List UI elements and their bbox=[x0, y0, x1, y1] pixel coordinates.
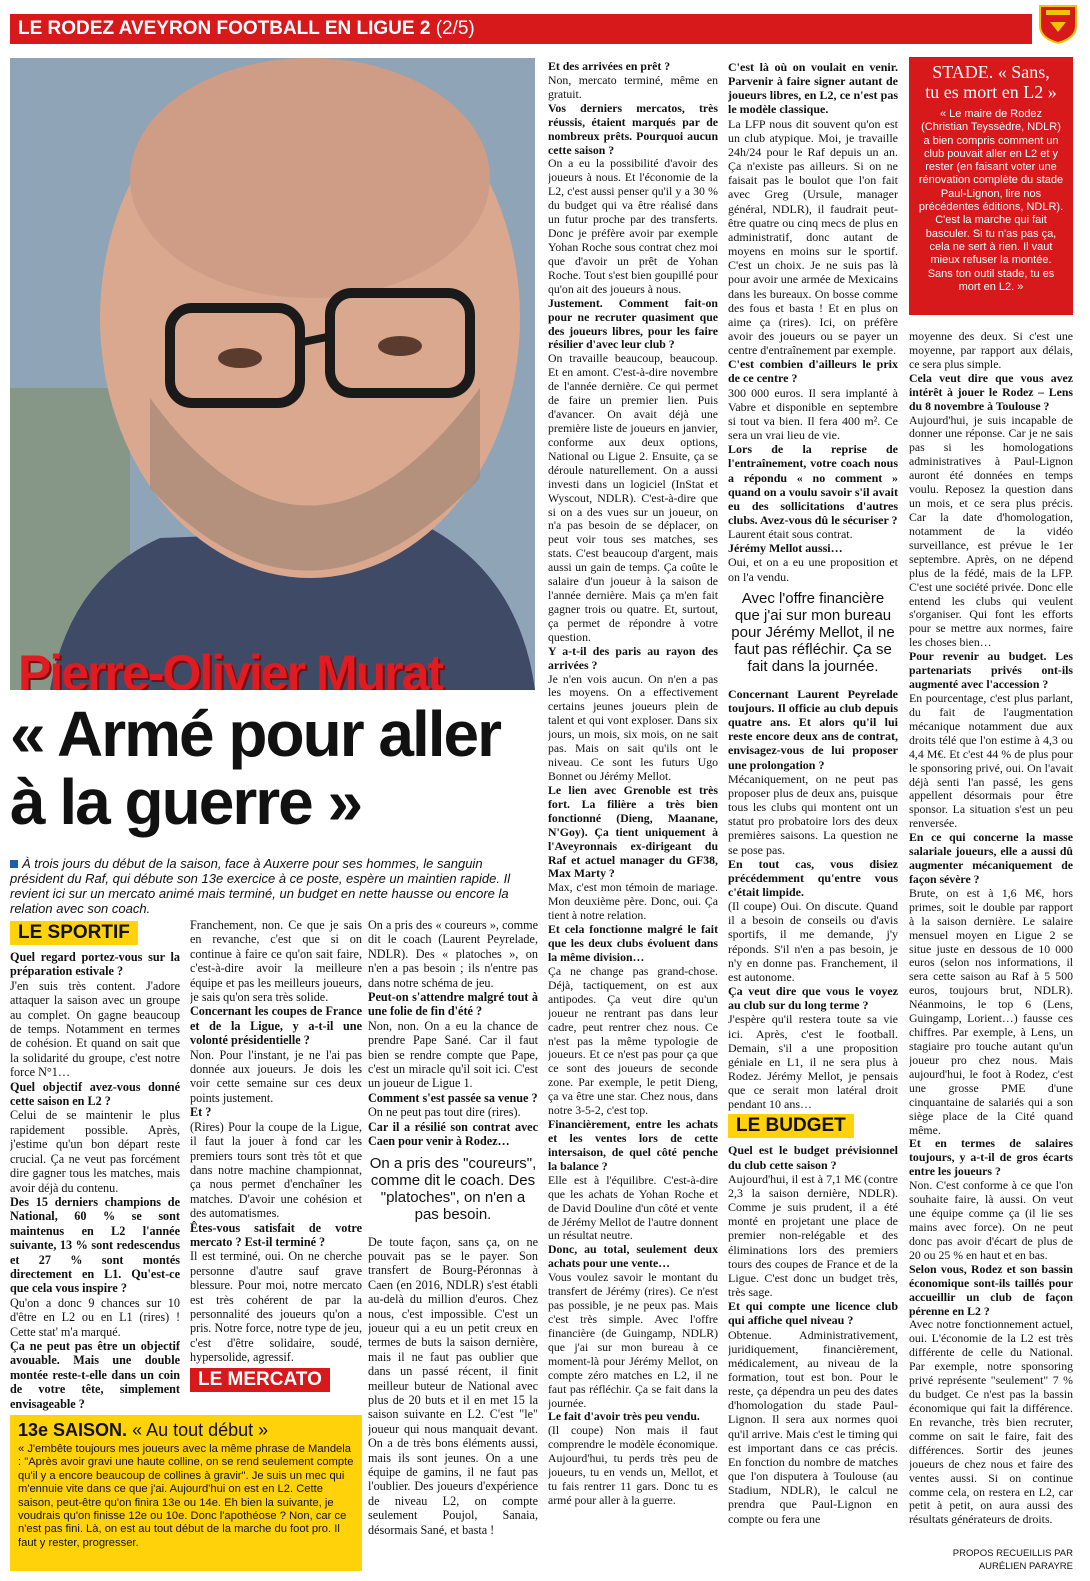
bullet-square-icon bbox=[10, 860, 18, 868]
question: Cela veut dire que vous avez intérêt à jouer le Rodez – Lens du 8 novembre à Toulouse ? bbox=[909, 370, 1073, 413]
question: Financièrement, entre les achats et les ventes lors de cette intersaison, de quel côté penche la balance ? bbox=[548, 1117, 718, 1173]
interview-block bbox=[190, 918, 362, 1365]
question: Le fait d'avoir très peu vendu. bbox=[548, 1409, 700, 1424]
question: Y a-t-il des paris au rayon des arrivées ? bbox=[548, 643, 718, 672]
pull-quote-coureurs: On a pris des "coureurs", comme dit le coach. Des "platoches", on n'en a pas besoin. bbox=[369, 1154, 537, 1223]
interview-block bbox=[10, 950, 180, 1411]
answer: Je n'en vois aucun. On n'en a pas les moyens. On a effectivement certains jeunes joueurs plein de talent et qui vont exploser. Dans six jours, un mois, six mois, on ne sait pas. Mais on sait qu'ils ont le niveau. Ce sont les futurs Ugo Bonnet ou Jérémy Mellot. bbox=[548, 671, 718, 784]
answer: Oui, et on a eu une proposition et on l'a vendu. bbox=[728, 555, 898, 584]
question: Concernant Laurent Peyrelade toujours. Il officie au club depuis quatre ans. Et alors qu'il lui reste encore deux ans de contrat, envisagez-vous de lui proposer une prolongation ? bbox=[728, 686, 898, 772]
banner-part: (2/5) bbox=[435, 18, 475, 39]
answer: Il est terminé, oui. On ne cherche personne d'autre sauf grave blessure. Pour moi, notre mercato est très cohérent de par la personnalité des joueurs qu'on a pris. Notre force, notre type de jeu, c'est d'être solidaire, soudé, hypersolide, agressif. bbox=[190, 1249, 362, 1365]
question: Vos derniers mercatos, très réussis, étaient marqués par de nombreux prêts. Pourquoi aucun cette saison ? bbox=[548, 100, 718, 157]
column-6 bbox=[909, 330, 1073, 1544]
answer: Elle est à l'équilibre. C'est-à-dire que les achats de Yohan Roche et de David Douline d'un côté et vente de Jérémy Mellot de l'autre donnent un résultat neutre. bbox=[548, 1172, 718, 1243]
headline: « Armé pour aller à la guerre » bbox=[10, 698, 501, 838]
question: Selon vous, Rodez et son bassin économique sont-ils taillés pour accueillir un club de façon pérenne en L2 ? bbox=[909, 1261, 1073, 1318]
saison-title bbox=[18, 1419, 354, 1441]
answer: Laurent était sous contrat. bbox=[728, 527, 853, 542]
answer: Celui de se maintenir le plus rapidement possible. Après, j'estime qu'un bon départ reste crucial. Ça ne veut pas forcément dire gagner tous les matches, mais avoir déjà du contenu. bbox=[10, 1108, 180, 1195]
lede-text: À trois jours du début de la saison, face à Auxerre pour ses hommes, le sanguin président du Raf, qui débute son 13e exercice à ce poste, espère un maintien rapide. Il revient ici sur un mercato animé mais terminé, un budget en nette hausse ou encore la relation avec son coach. bbox=[10, 856, 511, 916]
question: Jérémy Mellot aussi… bbox=[728, 541, 843, 556]
answer: Aujourd'hui, il est à 7,1 M€ (contre 2,3 la saison dernière, NDLR). Comme je suis prudent, il a été monté en projetant une place de premier non-relégable et des éliminations lors des premiers tours des coupes de France et de la Ligue. C'est donc un budget très, très sage. bbox=[728, 1171, 898, 1300]
interview-block bbox=[368, 1235, 538, 1538]
answer: On ne peut pas tout dire (rires). bbox=[368, 1105, 521, 1120]
portrait-illustration bbox=[10, 58, 535, 690]
question: Quel est le budget prévisionnel du club cette saison ? bbox=[728, 1143, 898, 1172]
saison-title-rest: « Au tout début » bbox=[132, 1420, 269, 1440]
answer: Ça ne change pas grand-chose. Déjà, tactiquement, on est aux antipodes. Ça veut dire qu'un joueur ne rentrant pas dans leur cadre, peut rentrer chez nous. Ce n'est pas la même typologie de joueurs. Et ce n'est pas pour ça que ce sont des joueurs de seconde zone. Par exemple, le petit Dieng, ça va être une star. Chez nous, dans notre 3-5-2, c'est top. bbox=[548, 963, 718, 1118]
credit-line1: PROPOS RECUEILLIS PAR bbox=[952, 1548, 1073, 1559]
question: Lors de la reprise de l'entraînement, votre coach nous a répondu « no comment » quand on a voulu savoir s'il avait eu des sollicitations d'autres clubs. Avez-vous dû le sécuriser ? bbox=[728, 442, 898, 527]
question: Et en termes de salaires toujours, y a-t-il de gros écarts entre les joueurs ? bbox=[909, 1136, 1073, 1179]
section-banner bbox=[10, 14, 1032, 44]
answer: En pourcentage, c'est plus parlant, du fait de l'augmentation mécanique notamment due aux droits télé que l'on estime à 4,3 ou 4,4 M€. Et c'est 44 % de plus pour le sponsoring privé, oui. On l'avait déjà senti l'an passé, les gens appellent désormais pour être sponsor. La situation s'est un peu renversée. bbox=[909, 690, 1073, 831]
saison-title-bold: 13e SAISON. bbox=[18, 1420, 128, 1440]
question: Et ? bbox=[190, 1105, 212, 1120]
question: Pour revenir au budget. Les partenariats privés ont-ils augmenté avec l'accession ? bbox=[909, 649, 1073, 692]
question: Donc, au total, seulement deux achats pour une vente… bbox=[548, 1242, 718, 1271]
stade-box bbox=[909, 57, 1073, 315]
answer: On a eu la possibilité d'avoir des joueurs à nous. Et l'économie de la L2, c'est aussi penser qu'il y a 30 % du budget qui va être réalisé dans un futur proche par des transferts. Donc je préfère avoir par exemple Yohan Roche sous contrat chez moi que d'avoir un prêt de Yohan Roche. Tout s'est bien goupillé pour qu'on ait des joueurs à nous. bbox=[548, 156, 718, 296]
question: Concernant les coupes de France et de la Ligue, y a-t-il une volonté présidentielle ? bbox=[190, 1004, 362, 1048]
person-name: Pierre-Olivier Murat bbox=[18, 645, 443, 690]
portrait-photo bbox=[10, 58, 535, 690]
question: Et qui compte une licence club qui affiche quel niveau ? bbox=[728, 1299, 898, 1328]
answer: Mécaniquement, on ne peut pas proposer plus de deux ans, puisque tous les clubs qui montent ont un statut pro probatoire lors des deux premières saisons. La question ne se pose pas. bbox=[728, 771, 898, 857]
answer: Obtenue. Administrativement, juridiquement, financièrement, médicalement, au niveau de la formation, tout est bon. Pour le reste, ça dépendra un peu des dates d'homologation du stade Paul-Lignon. Il sera aux normes quoi qu'il arrive. Mais c'est le timing qui est important dans ce cas précis. En fonction du nombre de matches que l'on disputera à Toulouse (au Stadium, NDLR), le calcul ne prendra que Paul-Lignon en compte ou fera une bbox=[728, 1327, 898, 1526]
banner-title: LE RODEZ AVEYRON FOOTBALL EN LIGUE 2 bbox=[18, 18, 431, 39]
question: Ça ne peut pas être un objectif avouable. Mais une double montée reste-t-elle dans un coin de votre tête, simplement envisageable ? bbox=[10, 1338, 180, 1411]
lede bbox=[10, 856, 528, 916]
section-sportif-title: LE SPORTIF bbox=[10, 921, 138, 945]
column-5 bbox=[728, 60, 898, 1571]
answer: 300 000 euros. Il sera implanté à Vabre et disponible en septembre si tout va bien. Il fera 400 m². Ce sera un vrai lieu de vie. bbox=[728, 385, 898, 443]
column-2 bbox=[190, 918, 362, 1412]
interview-block bbox=[368, 918, 538, 1149]
answer: Max, c'est mon témoin de mariage. Mon deuxième père. Donc, oui. Ça tient à notre relation. bbox=[548, 880, 718, 923]
answer: Franchement, non. Ce que je sais en revanche, c'est que si on continue à faire ce qu'on sait faire, c'est-à-dire avoir la meilleure équipe et pas les meilleurs joueurs, je sais qu'on sera très solide. bbox=[190, 918, 362, 1005]
question: Justement. Comment fait-on pour ne recruter quasiment que des joueurs libres, pour les faire résilier d'avec leur club ? bbox=[548, 295, 718, 352]
interview-block bbox=[548, 60, 718, 1508]
stade-body: « Le maire de Rodez (Christian Teyssèdre, NDLR) a bien compris comment un club pouvait aller en L2 et y rester (en faisant voter une rénovation complète du stade Paul-Lignon, lire nos précédentes éditions, NDLR). C'est la marche qui fait basculer. Si tu n'as pas ça, cela ne sert à rien. Il vaut mieux refuser la montée. Sans ton outil stade, tu es mort en L2. » bbox=[918, 108, 1064, 293]
answer: De toute façon, sans ça, on ne pouvait pas se le payer. Son transfert de Bourg-Péronnas à Caen (en 2016, NDLR) s'est établi au-delà du million d'euros. Chez nous, c'est impossible. C'est un joueur qui a eu un petit creux en termes de buts la saison dernière, mais il ne faut pas oublier que dans un passé récent, il finit meilleur buteur de National avec plus de 20 buts et il en met 15 la saison suivante en L2. C'est "le" joueur qui nous manquait devant. On a de très bons éléments aussi, mais ils sont jeunes. On a une équipe de gamins, il ne faut pas l'oublier. Des joueurs d'expérience de niveau L2, on compte seulement Poujol, Sanaia, désormais Sané, et basta ! bbox=[368, 1234, 538, 1537]
club-crest-icon bbox=[1036, 2, 1080, 44]
interview-block bbox=[909, 330, 1073, 1527]
question: Peut-on s'attendre malgré tout à une folie de fin d'été ? bbox=[368, 990, 538, 1019]
stade-title bbox=[917, 62, 1065, 102]
answer: On a pris des « coureurs », comme dit le coach (Laurent Peyrelade, NDLR). Des « platoches », on n'en a pas besoin ; ils n'entre pas dans notre schéma de jeu. bbox=[368, 918, 538, 990]
answer: (Il coupe) Oui. On discute. Quand il a besoin de conseils ou d'avis sportifs, il me demande, j'y réponds. S'il n'en a pas besoin, je n'y en donne pas. Franchement, il est autonome. bbox=[728, 899, 898, 984]
answer: Brute, on est à 1,6 M€, hors primes, soit le double par rapport à la saison dernière. Le salaire mensuel moyen en Ligue 2 se situe juste en dessous de 10 000 euros (selon nos informations, il sera cette saison au Raf à 5 500 euros, toujours brut, NDLR). Néanmoins, le top 6 (Lens, Guingamp, Lorient…) fausse ces chiffres. Par exemple, à Lens, un stagiaire pro touche autant qu'un joueur pro chez nous. Mais aujourd'hui, le foot à Rodez, c'est une grosse PME d'une cinquantaine de salariés qui a son siège place de la Cité quand même. bbox=[909, 885, 1073, 1137]
question: Quel regard portez-vous sur la préparation estivale ? bbox=[10, 950, 180, 979]
answer: La LFP nous dit souvent qu'on est un club atypique. Moi, je travaille 24h/24 pour le Raf depuis un an. Ça n'existe pas ailleurs. Si on ne faisait pas le boulot que l'on fait avec Greg (Ursule, manager général, NDLR), il faudrait peut-être quatre ou cinq mecs de plus en administratif, donc autant de moyens en moins sur le sportif. C'est un choix. Je ne suis pas là pour avoir une armée de Mexicains dans les bureaux. On bosse comme des fous et basta ! Et en plus on aime ça (rires). Ici, on préfère avoir des joueurs ou se payer un centre d'entraînement par exemple. bbox=[728, 116, 898, 358]
answer: J'espère qu'il restera toute sa vie ici. Après, c'est le football. Demain, s'il a une proposition géniale en L1, il ne sera plus à Rodez. Jérémy Mellot, je pensais que ce serait mon latéral droit pendant 10 ans… bbox=[728, 1012, 898, 1112]
question: Des 15 derniers champions de National, 60 % se sont maintenus en L2 l'année suivante, 13 % sont redescendus et 27 % sont montés directement en L1. Qu'est-ce que cela vous inspire ? bbox=[10, 1194, 180, 1296]
section-mercato-title: LE MERCATO bbox=[190, 1368, 330, 1392]
column-3 bbox=[368, 918, 538, 1571]
section-budget-title: LE BUDGET bbox=[728, 1114, 854, 1138]
interview-block bbox=[728, 1143, 898, 1525]
answer: Avec notre fonctionnement actuel, oui. L'économie de la L2 est très différente de celle du National. Par exemple, notre sponsoring privé représente "seulement" 7 % du budget. Ce n'est pas la bassin économique qui fait la différence. En revanche, très bien recruter, comme on sait le faire, fait des différences. Sortir des jeunes joueurs de chez nous et faire des ventes aussi. Si on continue comme cela, on restera en L2, car petit à petit, on aura aussi des résultats générateurs de droits. bbox=[909, 1317, 1073, 1527]
credit-author: AURÉLIEN PARAYRE bbox=[978, 1561, 1073, 1572]
question: Et des arrivées en prêt ? bbox=[548, 60, 671, 73]
question: C'est combien d'ailleurs le prix de ce centre ? bbox=[728, 357, 898, 386]
interview-block bbox=[728, 60, 898, 584]
answer: Aujourd'hui, je suis incapable de donner une réponse. Car je ne sais pas si les homologations administratives à Paul-Lignon auront été données en temps voulu. Reposez la question dans un mois, et ce sera plus précis. Car la date d'homologation, notamment de la vidéo surveillance, est prévue le 1er septembre. Après, on ne dépend plus de la fédé, mais de la LFP. C'est une société privée. Donc elle entend les clubs qui veulent s'organiser. Qui font les efforts pour se mettre aux normes, faire les choses bien… bbox=[909, 412, 1073, 650]
stade-title-line1: STADE. « Sans, bbox=[932, 62, 1050, 82]
question: Car il a résilié son contrat avec Caen pour venir à Rodez… bbox=[368, 1119, 538, 1149]
interview-block bbox=[728, 687, 898, 1112]
question: Êtes-vous satisfait de votre mercato ? Est-il terminé ? bbox=[190, 1220, 362, 1249]
credit bbox=[909, 1547, 1073, 1573]
column-4 bbox=[548, 60, 718, 1571]
answer: Non. Pour l'instant, je ne l'ai pas donnée aux joueurs. Je dois les voir cette semaine sur ces deux points justement. bbox=[190, 1047, 362, 1105]
question: Comment s'est passée sa venue ? bbox=[368, 1090, 538, 1105]
question: Et cela fonctionne malgré le fait que les deux clubs évoluent dans la même division… bbox=[548, 922, 718, 964]
question: C'est là où on voulait en venir. Parvenir à faire signer autant de joueurs libres, en L2, ce n'est pas le modèle classique. bbox=[728, 60, 898, 117]
answer: Non. C'est conforme à ce que l'on souhaite faire, là aussi. On veut une équipe comme ça (il lie ses mains avec force). On ne peut donc pas avoir d'écart de plus de 20 ou 25 % en haut et en bas. bbox=[909, 1178, 1073, 1262]
column-1 bbox=[10, 918, 180, 1412]
answer: (Il coupe) Non mais il faut comprendre le modèle économique. Aujourd'hui, tu perds très peu de joueurs, tu en vends un, Mellot, et tu fais rentrer 11 gars. Donc tu es armé pour aller à la guerre. bbox=[548, 1423, 718, 1507]
question: En ce qui concerne la masse salariale joueurs, elle a aussi dû augmenter mécaniquement de façon sévère ? bbox=[909, 830, 1073, 886]
pull-quote-mellot: Avec l'offre financière que j'ai sur mon bureau pour Jérémy Mellot, il ne faut pas réfléchir. Ça se fait dans la journée. bbox=[731, 589, 895, 675]
answer: Qu'on a donc 9 chances sur 10 d'être en L2 ou en L1 (rires) ! Cette stat' m'a marqué. bbox=[10, 1295, 180, 1339]
stade-title-line2: tu es mort en L2 » bbox=[925, 82, 1057, 102]
question: Ça veut dire que vous le voyez au club sur du long terme ? bbox=[728, 984, 898, 1013]
question: Quel objectif avez-vous donné cette saison en L2 ? bbox=[10, 1079, 180, 1109]
question: En tout cas, vous disiez précédemment qu'entre vous c'était limpide. bbox=[728, 856, 898, 899]
question: Le lien avec Grenoble est très fort. La filière a très bien fonctionné (Dieng, Maanane, N'Goy). Ça tient uniquement à l'Aveyronnais ex-dirigeant du Raf et actuel manager du GF38, Max Marty ? bbox=[548, 782, 718, 881]
answer: (Rires) Pour la coupe de la Ligue, il faut la jouer à fond car les premiers tours sont très tôt et que dans notre machine championnat, ça nous permet d'enchaîner les matches. D'avoir une cohésion et des automatismes. bbox=[190, 1119, 362, 1221]
answer: On travaille beaucoup, beaucoup. Et en amont. C'est-à-dire novembre de l'année dernière. Ce qui permet de faire un premier lien. Puis d'avancer. On avait déjà une première liste de joueurs en janvier, conforme aux deux options, National ou Ligue 2. Ensuite, ça se déroule naturellement. On a aussi investi dans un logiciel (InStat et Wyscout, NDLR). C'est-à-dire que si on a des vues sur un joueur, on n'a pas besoin de se déplacer, on peut voir tous ses matches, ses stats. C'est beaucoup d'argent, mais aussi un gain de temps. Ça coûte le salaire d'un joueur à la saison de l'année dernière. Mais ça m'en fait gagner trois ou quatre. Et, surtout, ça permet de répondre à votre question. bbox=[548, 351, 718, 644]
saison-body: « J'embête toujours mes joueurs avec la même phrase de Mandela : "Après avoir gravi une haute colline, on se rend seulement compte qu'il y a encore beaucoup de collines à gravir". Je suis un mec qui m'ennuie vite dans ce que j'ai. Aujourd'hui on est en L2. Cette saison, peut-être qu'on finira 13e ou 14e. Eh bien la suivante, je voudrais qu'on finisse 12e ou 10e. Donc l'apothéose ? Non, car ce n'est pas fini. Là, on est au tout début de la marche du foot pro. Il faut y rester, progresser. bbox=[18, 1443, 354, 1549]
answer: Vous voulez savoir le montant du transfert de Jérémy (rires). Ce n'est pas possible, je ne peux pas. Mais c'est très simple. Avec l'offre financière (de Guingamp, NDLR) que j'ai sur mon bureau à ce moment-là pour Jérémy Mellot, on compte zéro matches en L2, il ne faut pas réfléchir. Ça se fait dans la journée. bbox=[548, 1270, 718, 1410]
answer: Non, mercato terminé, même en gratuit. bbox=[548, 72, 718, 101]
answer: Non, non. On a eu la chance de prendre Pape Sané. Car il faut bien se rendre compte que Pape, c'est un miracle qu'il soit ici. C'est un joueur de Ligue 1. bbox=[368, 1018, 538, 1091]
answer: moyenne des deux. Si c'est une moyenne, par rapport aux délais, ce sera plus simple. bbox=[909, 330, 1073, 371]
saison-box bbox=[10, 1415, 362, 1571]
answer: J'en suis très content. J'adore attaquer la saison avec un groupe au complet. On gagne beaucoup de temps. Notamment en termes de cohésion. Et quand on sait que la solidarité du groupe, c'est notre force N°1… bbox=[10, 978, 180, 1080]
